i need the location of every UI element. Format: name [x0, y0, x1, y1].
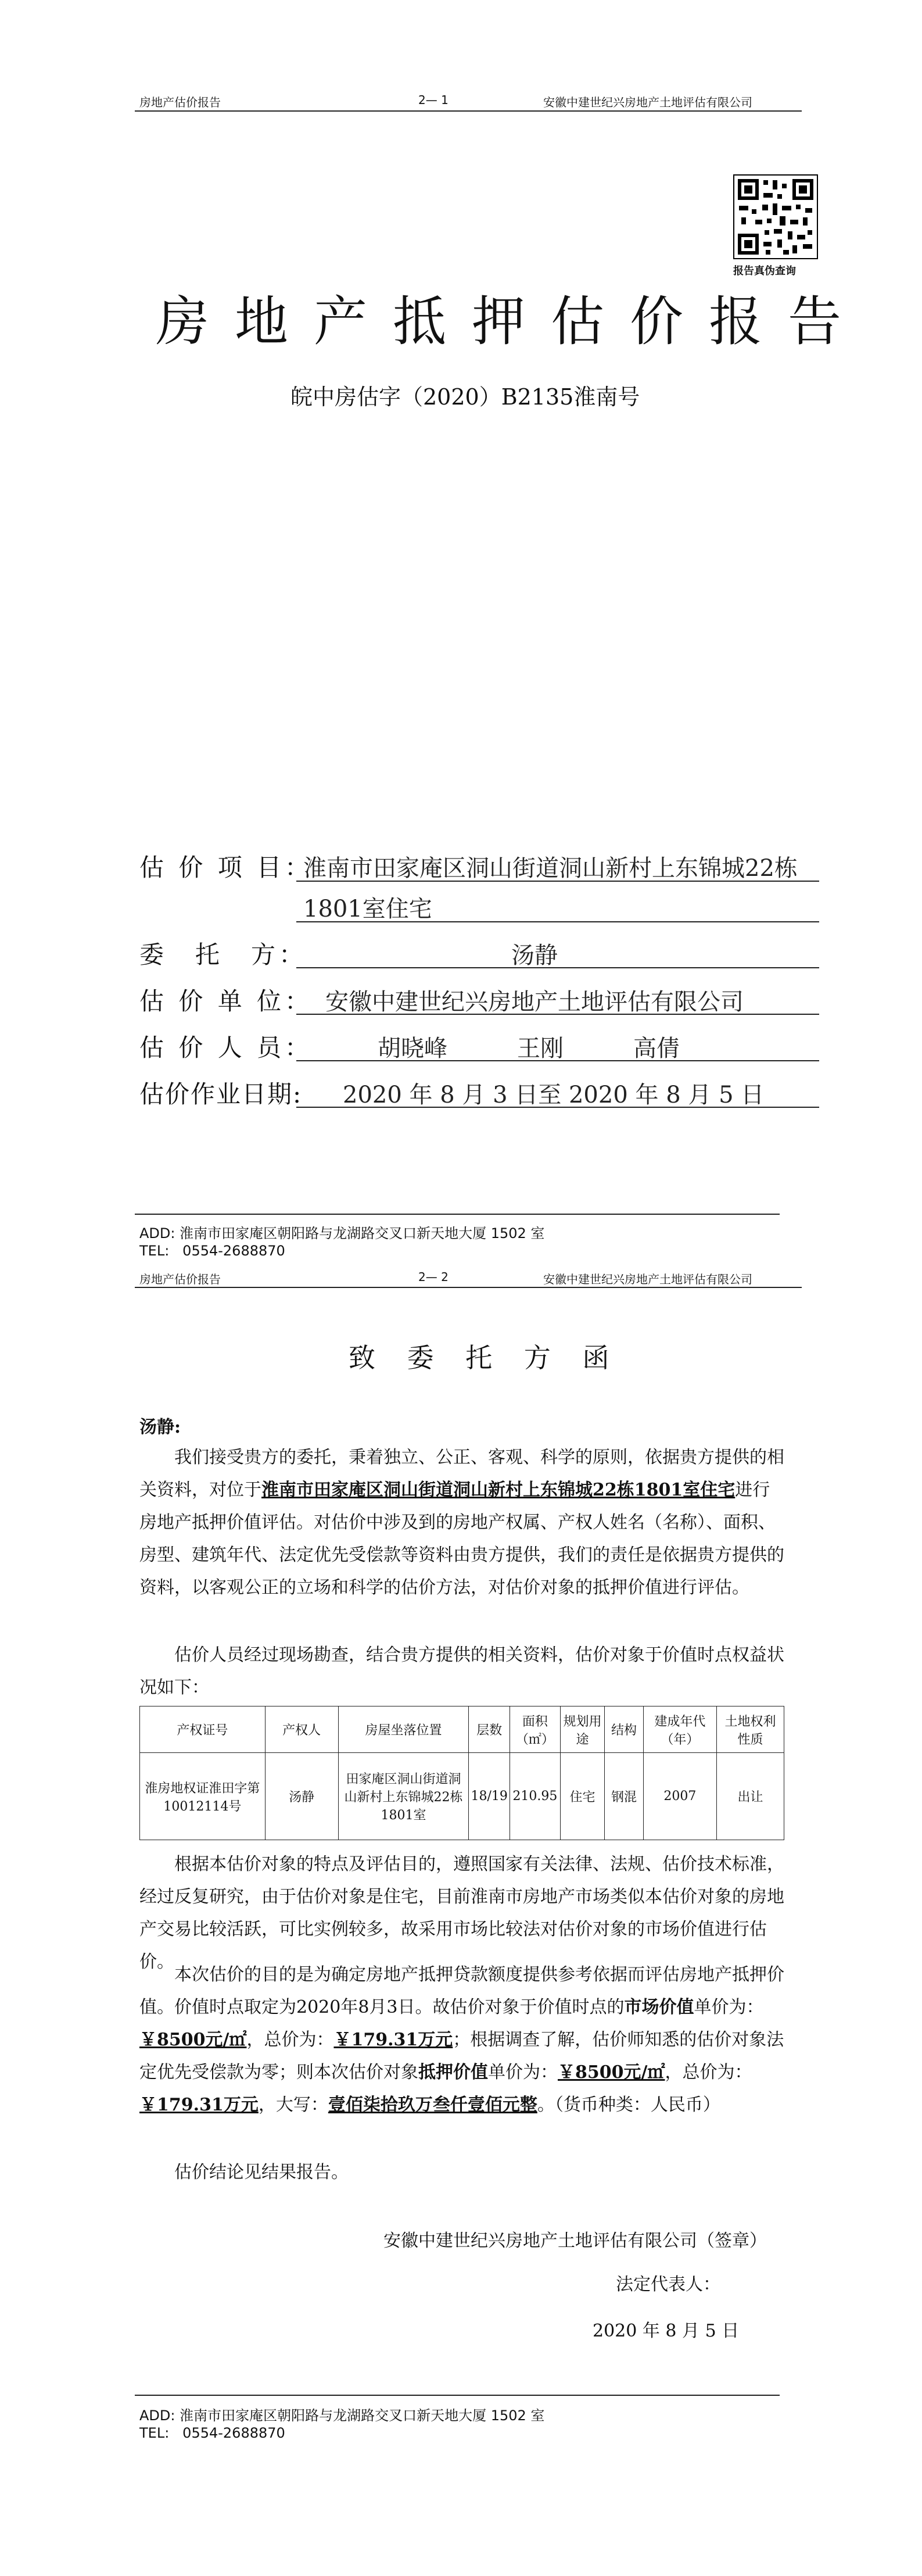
table-header: 产权人 [265, 1706, 338, 1753]
field-value-client: 汤静 [511, 942, 558, 969]
table-cell: 淮房地权证淮田字第10012114号 [140, 1753, 266, 1840]
table-header: 土地权利性质 [717, 1706, 784, 1753]
table-header: 面积（㎡） [510, 1706, 560, 1753]
field-label-unit: 估 价 单 位： [139, 987, 313, 1015]
footer-address: ADD: 淮南市田家庵区朝阳路与龙湖路交叉口新天地大厦 1502 室 [139, 1225, 545, 1242]
field-value-unit: 安徽中建世纪兴房地产土地评估有限公司 [325, 989, 744, 1015]
underline [296, 1107, 819, 1108]
header-rule [135, 1287, 802, 1288]
paragraph-5: 估价结论见结果报告。 [174, 2162, 349, 2183]
letter-title: 致 委 托 方 函 [349, 1342, 621, 1373]
header-rule [135, 110, 802, 112]
paragraph-4: 本次估价的目的是为确定房地产抵押贷款额度提供参考依据而评估房地产抵押价值。价值时点取定为2020年8月3日。故估价对象于价值时点的市场价值单价为：￥8500元/㎡，总价为：￥179.31万元；根据调查了解，估价师知悉的估价对象法定优先受偿款为零；则本次估价对象抵押价值单价为：￥8500元/㎡，总价为：￥179.31万元，大写：壹佰柒拾玖万叁仟壹佰元整。（货币种类：人民币） [139, 1965, 784, 2115]
header-left: 房地产估价报告 [139, 1272, 221, 1286]
table-cell: 出让 [717, 1753, 784, 1840]
table-header: 产权证号 [140, 1706, 266, 1753]
underline [296, 921, 819, 922]
header-right: 安徽中建世纪兴房地产土地评估有限公司 [543, 95, 752, 109]
field-label-client: 委 托 方： [139, 940, 307, 969]
report-number: 皖中房估字（2020）B2135淮南号 [290, 384, 640, 410]
table-cell: 住宅 [560, 1753, 604, 1840]
report-title: 房地产抵押估价报告 [156, 291, 867, 353]
underline [296, 967, 819, 968]
signature-date: 2020 年 8 月 5 日 [593, 2321, 740, 2341]
footer-tel: TEL: 0554-2688870 [139, 2425, 285, 2441]
table-header: 建成年代（年） [643, 1706, 716, 1753]
table-cell: 钢混 [605, 1753, 644, 1840]
paragraph-3: 根据本估价对象的特点及评估目的，遵照国家有关法律、法规、估价技术标准，经过反复研究，由于估价对象是住宅，目前淮南市房地产市场类似本估价对象的房地产交易比较活跃，可比实例较多，故采用市场比较法对估价对象的市场价值进行估价。 [139, 1854, 784, 1972]
header-page-number: 2— 2 [418, 1270, 449, 1284]
underline [296, 1060, 819, 1061]
table-cell: 汤静 [265, 1753, 338, 1840]
table-header: 层数 [469, 1706, 510, 1753]
footer-rule [135, 1214, 780, 1215]
underline [296, 1014, 819, 1015]
table-header: 结构 [605, 1706, 644, 1753]
field-value-work-date: 2020 年 8 月 3 日至 2020 年 8 月 5 日 [343, 1082, 765, 1108]
table-header: 规划用途 [560, 1706, 604, 1753]
field-label-appraisers: 估 价 人 员： [139, 1033, 313, 1062]
table-cell: 18/19 [469, 1753, 510, 1840]
table-cell: 田家庵区洞山街道洞山新村上东锦城22栋1801室 [338, 1753, 469, 1840]
footer-address: ADD: 淮南市田家庵区朝阳路与龙湖路交叉口新天地大厦 1502 室 [139, 2407, 545, 2424]
table-cell: 2007 [643, 1753, 716, 1840]
field-value-appraisers: 胡晓峰 王刚 高倩 [378, 1035, 680, 1062]
footer-rule [135, 2395, 780, 2396]
field-label-work-date: 估价作业日期: [139, 1080, 303, 1108]
salutation: 汤静: [139, 1417, 181, 1437]
header-left: 房地产估价报告 [139, 95, 221, 109]
table-cell: 210.95 [510, 1753, 560, 1840]
property-table [139, 1706, 784, 1840]
signature-representative: 法定代表人： [616, 2274, 720, 2295]
signature-company: 安徽中建世纪兴房地产土地评估有限公司（签章） [383, 2231, 767, 2251]
field-label-project: 估 价 项 目： [139, 853, 313, 882]
qr-code-icon [733, 174, 818, 259]
table-header: 房屋坐落位置 [338, 1706, 469, 1753]
field-value-project-line2: 1801室住宅 [303, 896, 432, 922]
qr-caption: 报告真伪查询 [733, 265, 796, 277]
footer-tel: TEL: 0554-2688870 [139, 1243, 285, 1259]
paragraph-1: 我们接受贵方的委托，秉着独立、公正、客观、科学的原则，依据贵方提供的相关资料，对位于淮南市田家庵区洞山街道洞山新村上东锦城22栋1801室住宅进行房地产抵押价值评估。对估价中涉及到的房地产权属、产权人姓名（名称）、面积、房型、建筑年代、法定优先受偿款等资料由贵方提供，我们的责任是依据贵方提供的资料，以客观公正的立场和科学的估价方法，对估价对象的抵押价值进行评估。 [139, 1447, 784, 1598]
field-value-project: 淮南市田家庵区洞山街道洞山新村上东锦城22栋 [303, 855, 798, 882]
paragraph-2: 估价人员经过现场勘查，结合贵方提供的相关资料，估价对象于价值时点权益状况如下： [139, 1645, 784, 1698]
underline [296, 881, 819, 882]
header-page-number: 2— 1 [418, 93, 449, 107]
table-row [140, 1753, 784, 1840]
header-right: 安徽中建世纪兴房地产土地评估有限公司 [543, 1272, 752, 1286]
